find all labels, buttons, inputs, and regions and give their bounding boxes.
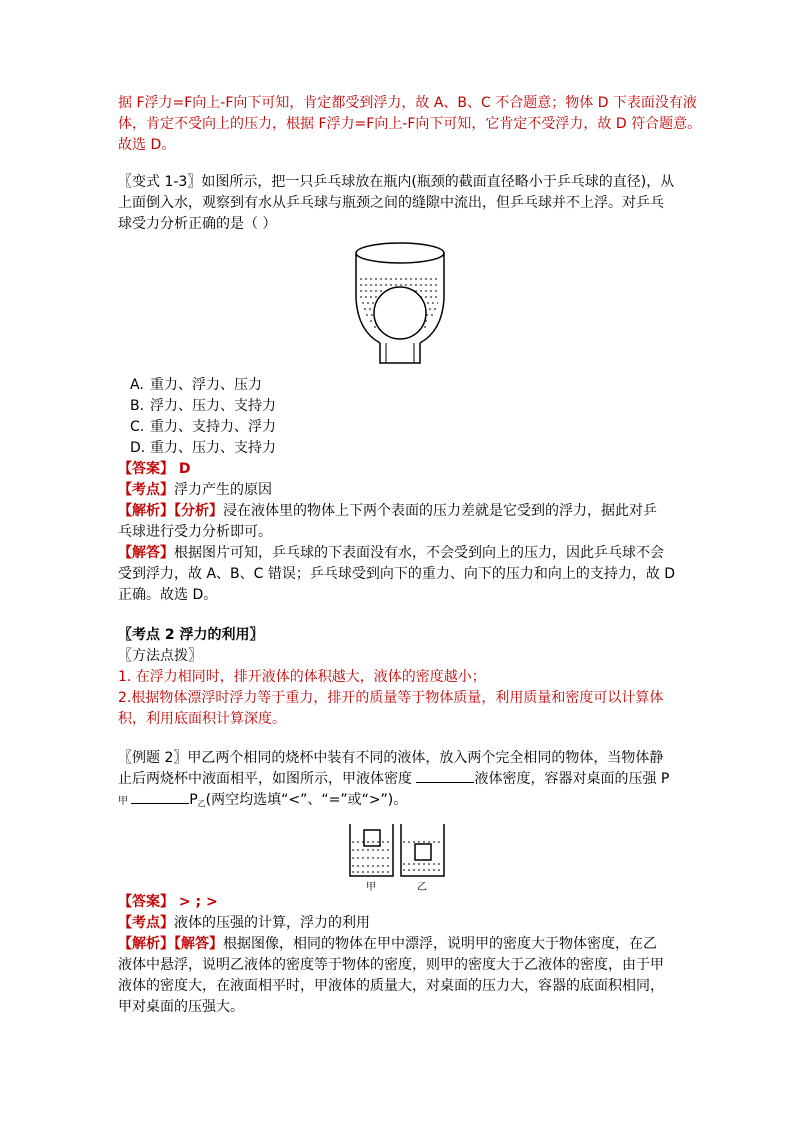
prev-solution-line-3: 故选 D。 <box>118 137 176 153</box>
option-a-text: 重力、浮力、压力 <box>150 377 262 393</box>
analysis-ex2-line-3: 液体的密度大，在液面相平时，甲液体的质量大，对桌面的压力大，容器的底面积相同， <box>118 978 664 994</box>
question-1-3-line-1: 〖变式 1-3〗如图所示，把一只乒乓球放在瓶内(瓶颈的截面直径略小于乒乓球的直径)，从 <box>118 174 675 190</box>
answer-value-ex2: > ; > <box>174 894 218 910</box>
example-2-text-3d: (两空均选填“<”、“=”或“>”)。 <box>205 792 408 808</box>
analysis-1-3-line-2: 乓球进行受力分析即可。 <box>118 524 272 540</box>
answer-1-3 <box>118 459 678 480</box>
example-2-sub-yi: 乙 <box>197 799 206 808</box>
section-title-kp2: 〖考点 2 浮力的利用〗 <box>118 627 264 643</box>
point-1-3 <box>118 480 678 501</box>
option-d <box>118 438 678 459</box>
example-2-text-2b: 液体密度，容器对桌面的压强 P <box>474 771 670 787</box>
answer-value: D <box>174 461 191 477</box>
option-d-key: D. <box>130 440 146 456</box>
option-b-text: 浮力、压力、支持力 <box>150 398 276 414</box>
solution-text-1: 根据图片可知，乒乓球的下表面没有水，不会受到向上的压力，因此乒乓球不会 <box>174 545 664 561</box>
beaker-label-yi: 乙 <box>417 882 427 893</box>
blank-1 <box>416 769 474 783</box>
method-item-2-line-2: 积，利用底面积计算深度。 <box>118 711 286 727</box>
option-a <box>118 375 678 396</box>
solution-1-3-line-1 <box>118 543 678 564</box>
analysis-tag-ex2: 【解析】【解答】 <box>118 936 223 952</box>
option-c-text: 重力、支持力、浮力 <box>150 419 276 435</box>
solution-tag: 【解答】 <box>118 545 174 561</box>
analysis-1-3-line-1 <box>118 501 678 522</box>
method-item-1: 1. 在浮力相同时，排开液体的体积越大，液体的密度越小； <box>118 669 486 685</box>
answer-ex2 <box>118 892 678 913</box>
option-d-text: 重力、压力、支持力 <box>150 440 276 456</box>
analysis-ex2-line-1 <box>118 934 678 955</box>
example-2-line-1: 〖例题 2〗甲乙两个相同的烧杯中装有不同的液体，放入两个完全相同的物体，当物体静 <box>118 750 664 766</box>
bottle-pingpong-figure <box>118 239 678 369</box>
point-tag: 【考点】 <box>118 482 174 498</box>
example-2-text-3b: P <box>189 792 198 808</box>
point-tag-ex2: 【考点】 <box>118 915 174 931</box>
prev-solution-line-2: 体，肯定不受向上的压力，根据 F浮力=F向上-F向下可知，它肯定不受浮力，故 D 符合题意。 <box>118 116 702 132</box>
option-a-key: A. <box>130 377 144 393</box>
prev-solution-line-1: 据 F浮力=F向上-F向下可知，肯定都受到浮力，故 A、B、C 不合题意；物体 D 下表面没有液 <box>118 95 697 111</box>
solution-1-3-line-3: 正确。故选 D。 <box>118 587 218 603</box>
example-2-text-3a: 甲 <box>118 796 132 807</box>
analysis-ex2-line-4: 甲对桌面的压强大。 <box>118 999 244 1015</box>
beaker-label-jia: 甲 <box>366 882 376 893</box>
analysis-ex2-line-2: 液体中悬浮，说明乙液体的密度等于物体的密度，则甲的密度大于乙液体的密度，由于甲 <box>118 957 664 973</box>
point-ex2 <box>118 913 678 934</box>
analysis-text-1: 浸在液体里的物体上下两个表面的压力差就是它受到的浮力，据此对乒 <box>223 503 657 519</box>
blank-2 <box>131 790 189 804</box>
option-c <box>118 417 678 438</box>
solution-1-3-line-2: 受到浮力，故 A、B、C 错误；乒乓球受到向下的重力、向下的压力和向上的支持力，故 D <box>118 566 676 582</box>
option-b <box>118 396 678 417</box>
method-item-2-line-1: 2.根据物体漂浮时浮力等于重力，排开的质量等于物体质量，利用质量和密度可以计算体 <box>118 690 664 706</box>
option-c-key: C. <box>130 419 145 435</box>
point-text-ex2: 液体的压强的计算，浮力的利用 <box>174 915 370 931</box>
answer-tag: 【答案】 <box>118 461 174 477</box>
answer-tag-ex2: 【答案】 <box>118 894 174 910</box>
question-1-3-line-3: 球受力分析正确的是（ ） <box>118 216 277 232</box>
beakers-drawing <box>118 820 678 880</box>
document-page <box>118 93 702 1018</box>
example-2-line-3 <box>118 790 678 814</box>
beakers-figure <box>118 820 678 892</box>
example-2-text-2a: 止后两烧杯中液面相平，如图所示，甲液体密度 <box>118 771 417 787</box>
analysis-tag: 【解析】【分析】 <box>118 503 223 519</box>
option-b-key: B. <box>130 398 145 414</box>
method-heading: 〖方法点拨〗 <box>118 648 202 664</box>
point-text: 浮力产生的原因 <box>174 482 272 498</box>
example-2-line-2 <box>118 769 678 790</box>
analysis-ex2-text-1: 根据图像，相同的物体在甲中漂浮，说明甲的密度大于物体密度，在乙 <box>223 936 657 952</box>
question-1-3-line-2: 上面倒入水，观察到有水从乒乓球与瓶颈之间的缝隙中流出，但乒乓球并不上浮。对乒乓 <box>118 195 664 211</box>
